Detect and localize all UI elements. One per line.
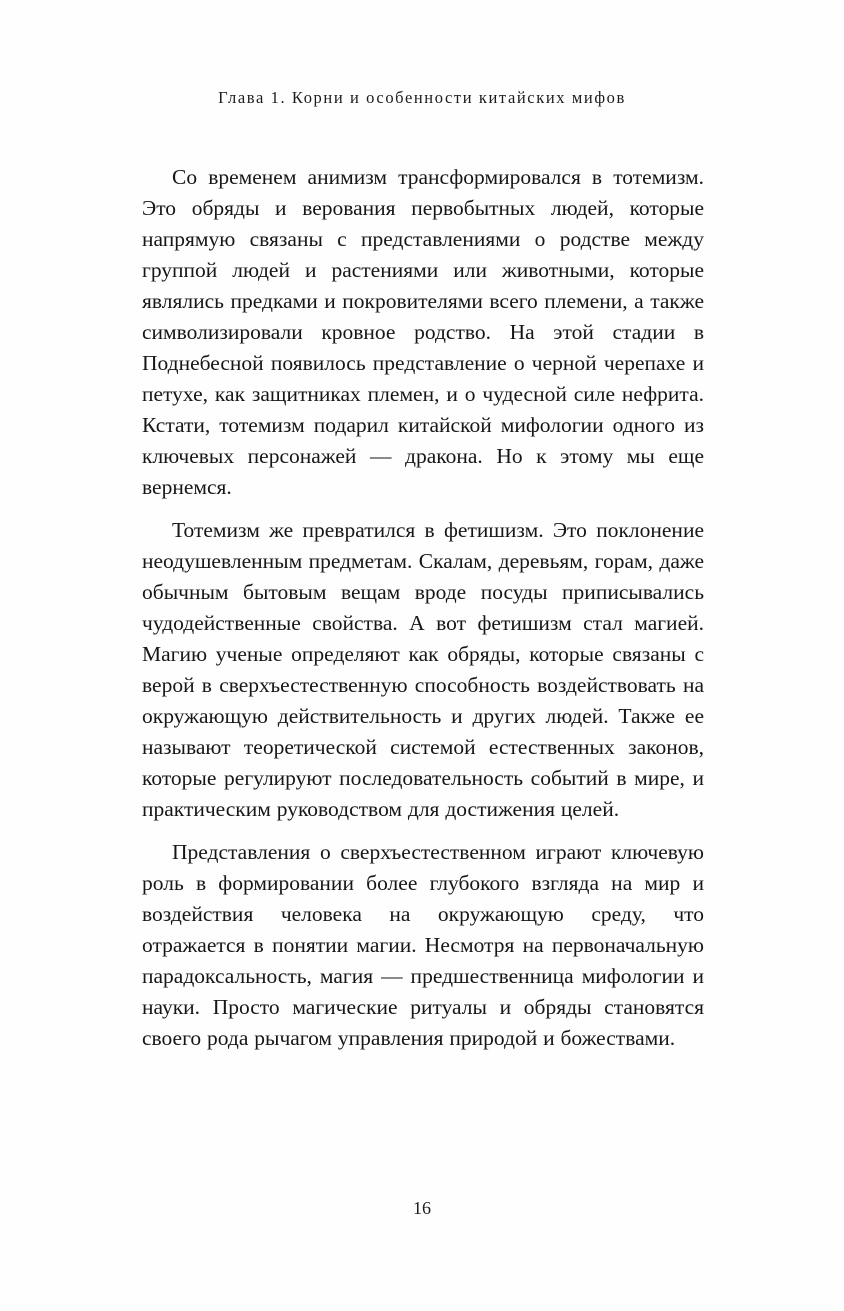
chapter-running-head: Глава 1. Корни и особенности китайских мифов (218, 88, 626, 107)
paragraph: Представления о сверхъестественном играют ключевую роль в формировании более глубокого взгляда на мир и воздействия человека на окружающую среду, что отражается в понятии магии. Несмотря на первоначальную парадоксальность, магия — предшественница мифологии и науки. Просто магические ритуалы и обряды становятся своего рода рычагом управления природой и божествами. (142, 840, 704, 1050)
paragraph: Со временем анимизм трансформировался в тотемизм. Это обряды и верования первобытных людей, которые напрямую связаны с представлениями о родстве между группой людей и растениями или животными, которые являлись предками и покровителями всего племени, а также символизировали кровное родство. На этой стадии в Поднебесной появилось представление о черной черепахе и петухе, как защитниках племен, и о чудесной силе нефрита. Кстати, тотемизм подарил китайской мифологии одного из ключевых персонажей — дракона. Но к этому мы еще вернемся. (142, 165, 704, 499)
paragraph: Тотемизм же превратился в фетишизм. Это поклонение неодушевленным предметам. Скалам, деревьям, горам, даже обычным бытовым вещам вроде посуды приписывались чудодейственные свойства. А вот фетишизм стал магией. Магию ученые определяют как обряды, которые связаны с верой в сверхъестественную способность воздействовать на окружающую действительность и других людей. Также ее называют теоретической системой естественных законов, которые регулируют последовательность событий в мире, и практическим руководством для достижения целей. (142, 518, 704, 821)
body-text-block (142, 162, 704, 1066)
page-number: 16 (413, 1198, 431, 1218)
